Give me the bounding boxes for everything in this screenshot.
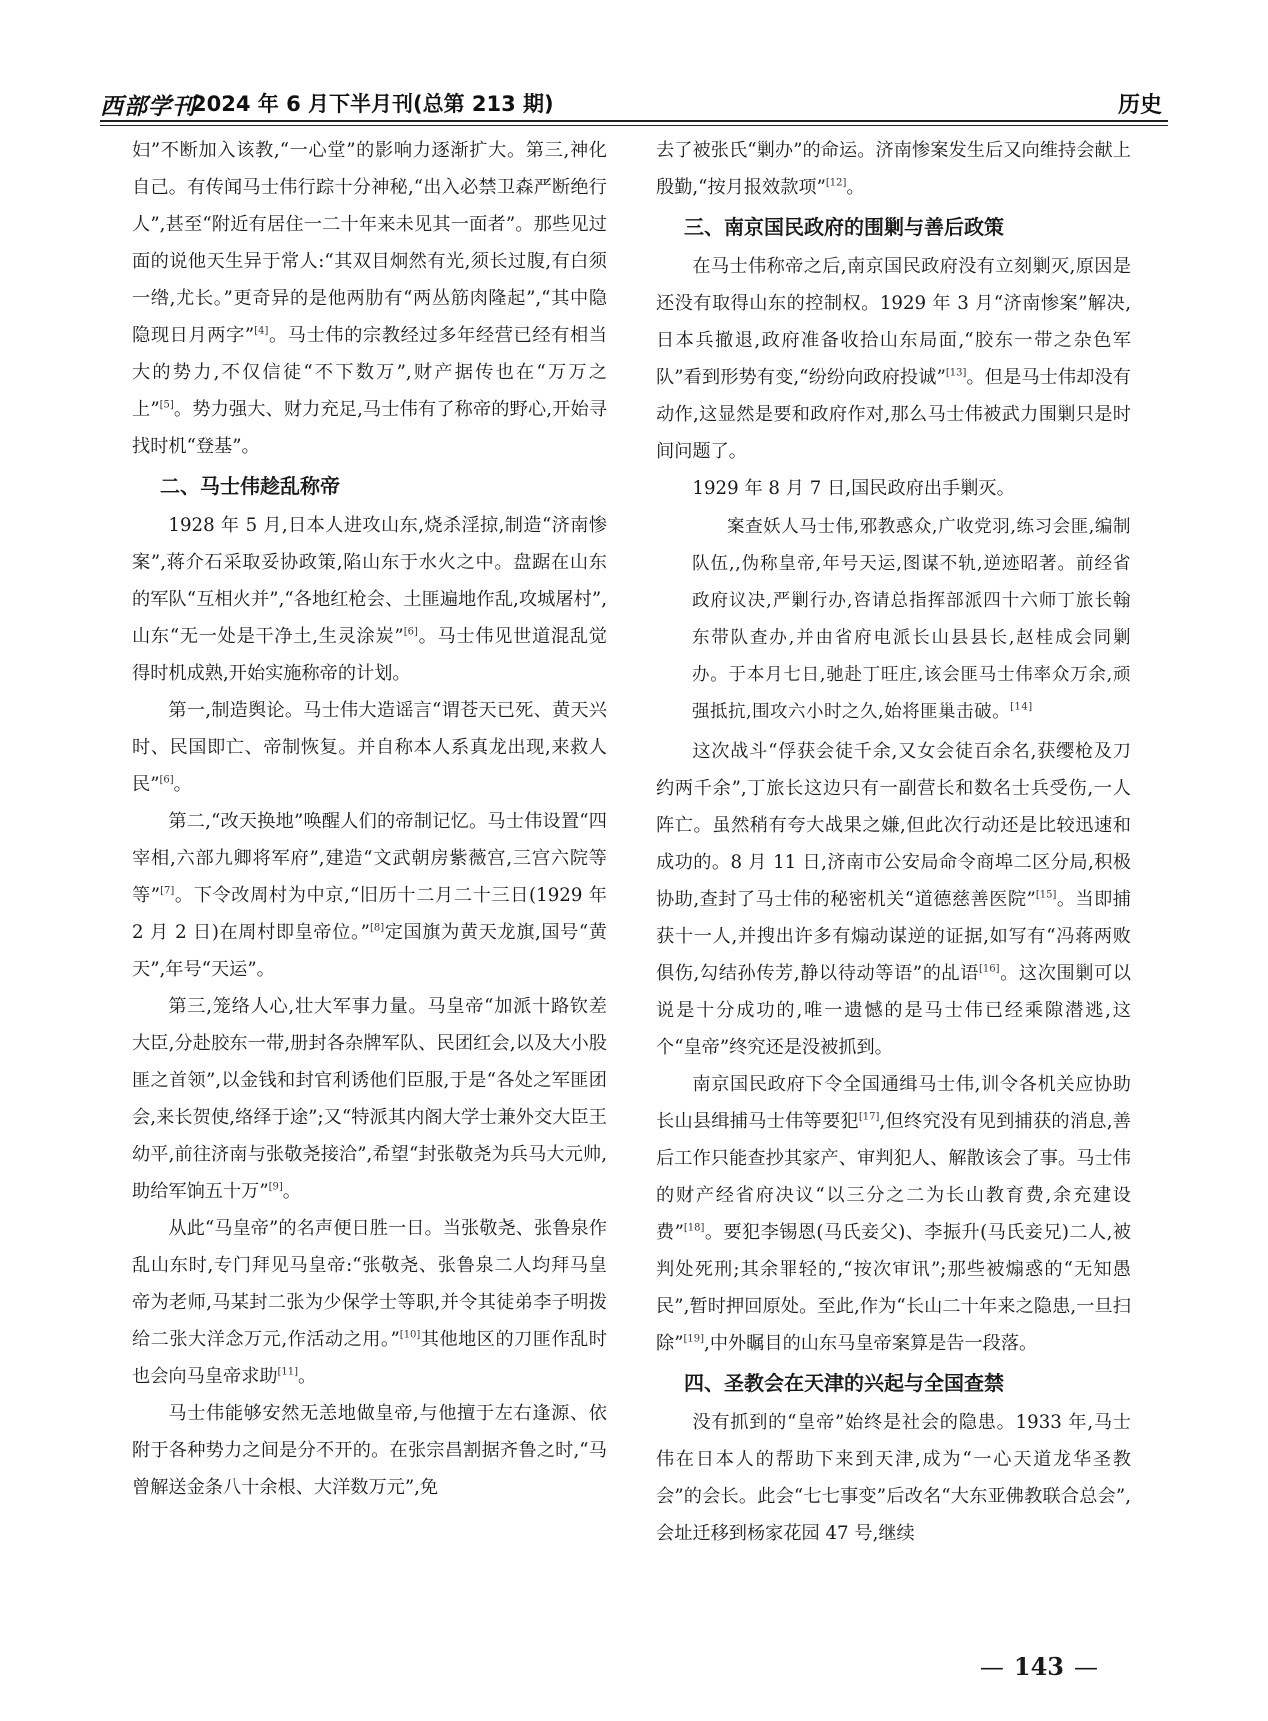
paragraph: 从此“马皇帝”的名声便日胜一日。当张敬尧、张鲁泉作乱山东时,专门拜见马皇帝:“张敬尧、张鲁泉二人均拜马皇帝为老师,马某封二张为少保学士等职,并令其徒弟李子明拨给二张大洋念万元,作活动之用。”[10]其他地区的刀匪作乱时也会向马皇帝求助[11]。 bbox=[132, 1218, 607, 1387]
citation: [10] bbox=[399, 1329, 421, 1341]
page-number-dash: — bbox=[979, 1653, 1004, 1681]
paragraph: 第一,制造舆论。马士伟大造谣言“谓苍天已死、黄天兴时、民国即亡、帝制恢复。并自称本人系真龙出现,来救人民”[6]。 bbox=[132, 700, 607, 795]
paragraph: 这次战斗“俘获会徒千余,又女会徒百余名,获缨枪及刀约两千余”,丁旅长这边只有一副营长和数名士兵受伤,一人阵亡。虽然稍有夸大战果之嫌,但此次行动还是比较迅速和成功的。8 月 11 日,济南市公安局命令商埠二区分局,积极协助,查封了马士伟的秘密机关“道德慈善医院”[15]。当即捕获十一人,并搜出许多有煽动谋逆的证据,如写有“冯蒋两败俱伤,勾结孙传芳,静以待动等语”的乩语[16]。这次围剿可以说是十分成功的,唯一遗憾的是马士伟已经乘隙潜逃,这个“皇帝”终究还是没被抓到。 bbox=[656, 741, 1131, 1058]
section-label: 历史 bbox=[1117, 93, 1162, 118]
section-heading: 四、圣教会在天津的兴起与全国查禁 bbox=[684, 1371, 1004, 1395]
paragraph: 没有抓到的“皇帝”始终是社会的隐患。1933 年,马士伟在日本人的帮助下来到天津,成为“一心天道龙华圣教会”的会长。此会“七七事变”后改名“大东亚佛教联合总会”,会址迁移到杨家花园 47 号,继续 bbox=[656, 1412, 1131, 1544]
paragraph: 1929 年 8 月 7 日,国民政府出手剿灭。 bbox=[692, 478, 1015, 499]
citation: [19] bbox=[683, 1333, 705, 1345]
paragraph: 去了被张氏“剿办”的命运。济南惨案发生后又向维持会献上殷勤,“按月报效款项”[12]。 bbox=[656, 140, 1131, 198]
page-number bbox=[970, 1652, 1108, 1681]
citation: [12] bbox=[825, 177, 847, 189]
paragraph: 1928 年 5 月,日本人进攻山东,烧杀淫掠,制造“济南惨案”,蒋介石采取妥协政策,陷山东于水火之中。盘踞在山东的军队“互相火并”,“各地红枪会、土匪遍地作乱,攻城屠村”,山东“无一处是干净土,生灵涂炭”[6]。马士伟见世道混乱觉得时机成熟,开始实施称帝的计划。 bbox=[132, 515, 607, 684]
paragraph: 第二,“改天换地”唤醒人们的帝制记忆。马士伟设置“四宰相,六部九卿将军府”,建造“文武朝房紫薇宫,三宫六院等等”[7]。下令改周村为中京,“旧历十二月二十三日(1929 年 2 月 2 日)在周村即皇帝位。”[8]定国旗为黄天龙旗,国号“黄天”,年号“天运”。 bbox=[132, 811, 607, 980]
citation: [11] bbox=[277, 1366, 299, 1378]
citation: [13] bbox=[945, 367, 967, 379]
right-column bbox=[656, 132, 1131, 1552]
paragraph: 南京国民政府下令全国通缉马士伟,训令各机关应协助长山县缉捕马士伟等要犯[17],但终究没有见到捕获的消息,善后工作只能查抄其家产、审判犯人、解散该会了事。马士伟的财产经省府决议“以三分之二为长山教育费,余充建设费”[18]。要犯李锡恩(马氏妾父)、李振升(马氏妾兄)二人,被判处死刑;其余罪轻的,“按次审讯”;那些被煽惑的“无知愚民”,暂时押回原处。至此,作为“长山二十年来之隐患,一旦扫除”[19],中外瞩目的山东马皇帝案算是告一段落。 bbox=[656, 1074, 1131, 1354]
citation: [17] bbox=[858, 1111, 880, 1123]
left-column bbox=[132, 132, 607, 1506]
issue-info: 2024 年 6 月下半月刊(总第 213 期) bbox=[192, 92, 554, 116]
citation: [18] bbox=[683, 1222, 705, 1234]
paragraph: 妇”不断加入该教,“一心堂”的影响力逐渐扩大。第三,神化自己。有传闻马士伟行踪十分神秘,“出入必禁卫森严断绝行人”,甚至“附近有居住一二十年来未见其一面者”。那些见过面的说他天生异于常人:“其双目炯然有光,须长过腹,有白须一绺,尤长。”更奇异的是他两肋有“两丛筋肉隆起”,“其中隐隐现日月两字”[4]。马士伟的宗教经过多年经营已经有相当大的势力,不仅信徒“不下数万”,财产据传也在“万万之上”[5]。势力强大、财力充足,马士伟有了称帝的野心,开始寻找时机“登基”。 bbox=[132, 140, 607, 457]
citation: [5] bbox=[159, 399, 174, 411]
citation: [6] bbox=[403, 626, 418, 638]
citation: [9] bbox=[268, 1181, 283, 1193]
page-header bbox=[100, 82, 1168, 122]
paragraph: 在马士伟称帝之后,南京国民政府没有立刻剿灭,原因是还没有取得山东的控制权。1929 年 3 月“济南惨案”解决,日本兵撤退,政府准备收拾山东局面,“胶东一带之杂色军队”看到形势有变,“纷纷向政府投诚”[13]。但是马士伟却没有动作,这显然是要和政府作对,那么马士伟被武力围剿只是时间问题了。 bbox=[656, 256, 1131, 462]
citation: [8] bbox=[369, 922, 385, 934]
citation: [7] bbox=[160, 885, 175, 897]
paragraph: 第三,笼络人心,壮大军事力量。马皇帝“加派十路钦差大臣,分赴胶东一带,册封各杂牌军队、民团红会,以及大小股匪之首领”,以金钱和封官利诱他们臣服,于是“各处之军匪团会,来长贺使,络绎于途”;又“特派其内阁大学士兼外交大臣王幼平,前往济南与张敬尧接洽”,希望“封张敬尧为兵马大元帅,助给军饷五十万”[9]。 bbox=[132, 996, 607, 1202]
citation: [6] bbox=[159, 774, 174, 786]
citation: [15] bbox=[1035, 889, 1057, 901]
header-rule bbox=[100, 120, 1168, 126]
journal-logo: 西部学刊 bbox=[100, 93, 196, 120]
paragraph: 马士伟能够安然无恙地做皇帝,与他擅于左右逢源、依附于各种势力之间是分不开的。在张宗昌割据齐鲁之时,“马曾解送金条八十余根、大洋数万元”,免 bbox=[132, 1403, 607, 1498]
page-number-value: 143 bbox=[1013, 1652, 1064, 1681]
section-heading: 二、马士伟趁乱称帝 bbox=[160, 474, 340, 498]
page-number-dash: — bbox=[1074, 1653, 1098, 1681]
block-quote: 案查妖人马士伟,邪教惑众,广收党羽,练习会匪,编制队伍,,伪称皇帝,年号天运,图谋不轨,逆迹昭著。前经省政府议决,严剿行办,咨请总指挥部派四十六师丁旅长翰东带队查办,并由省府电派长山县县长,赵桂成会同剿办。于本月七日,驰赴丁旺庄,该会匪马士伟率众万余,顽强抵抗,围攻六小时之久,始将匪巢击破。[14] bbox=[692, 517, 1131, 722]
citation: [4] bbox=[254, 325, 269, 337]
citation: [16] bbox=[979, 963, 1000, 975]
citation: [14] bbox=[1010, 701, 1033, 713]
section-heading: 三、南京国民政府的围剿与善后政策 bbox=[684, 215, 1004, 239]
